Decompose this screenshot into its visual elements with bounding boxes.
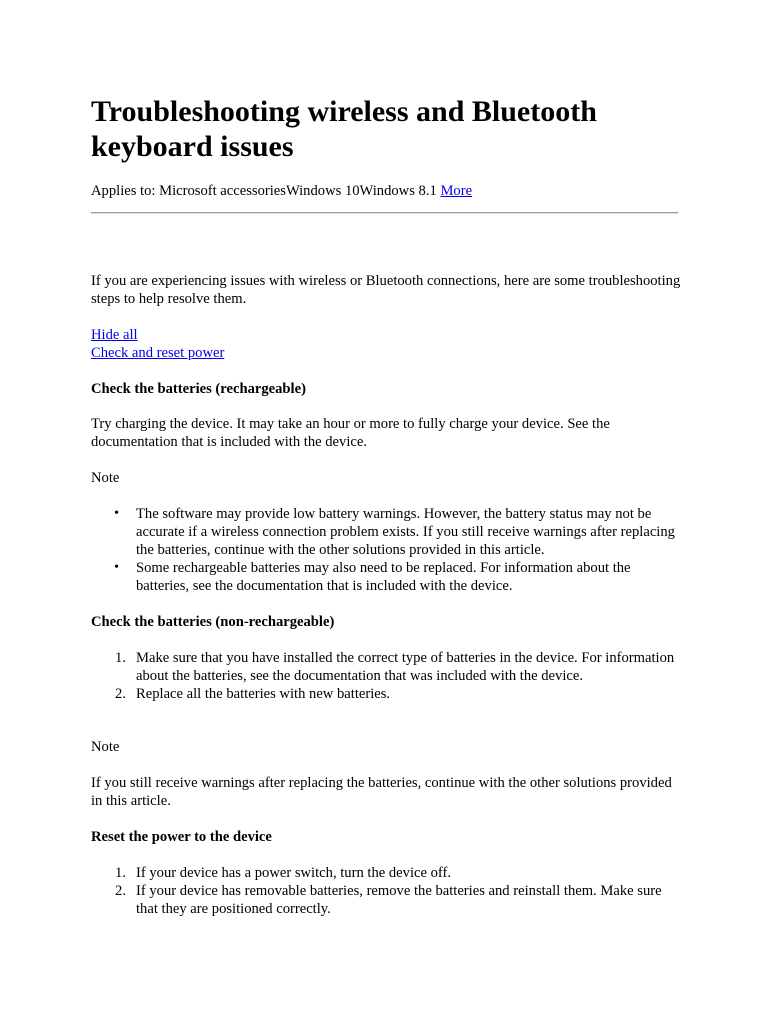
section-heading-rechargeable: Check the batteries (rechargeable) [91, 381, 306, 397]
more-link[interactable]: More [440, 183, 473, 199]
list-item: 1. Make sure that you have installed the correct type of batteries in the device. For information about the batteries, see the documentation that was included with the device. [91, 649, 681, 685]
applies-to-text: Applies to: Microsoft accessoriesWindows 10Windows 8.1 [91, 183, 441, 199]
step-number: 2. [115, 686, 126, 702]
check-reset-power-link[interactable]: Check and reset power [91, 345, 225, 361]
intro-paragraph: If you are experiencing issues with wireless or Bluetooth connections, here are some troubleshooting steps to help resolve them. [91, 273, 681, 307]
header-divider [91, 212, 678, 214]
list-item: 2. If your device has removable batteries, remove the batteries and reinstall them. Make sure that they are positioned correctly. [91, 882, 681, 918]
battery-notes-list [91, 505, 681, 595]
list-item: 1. If your device has a power switch, turn the device off. [91, 864, 681, 882]
hide-all-link[interactable]: Hide all [91, 327, 138, 343]
list-item: • The software may provide low battery warnings. However, the battery status may not be accurate if a wireless connection problem exists. If you still receive warnings after replacing the batteries, continue with the other solutions provided in this article. [91, 505, 681, 559]
section-heading-non-rechargeable: Check the batteries (non-rechargeable) [91, 614, 335, 630]
bullet-marker: • [114, 560, 119, 575]
toc-links [91, 326, 681, 362]
rechargeable-paragraph: Try charging the device. It may take an hour or more to fully charge your device. See the documentation that is included with the device. [91, 416, 610, 450]
list-item: • Some rechargeable batteries may also need to be replaced. For information about the batteries, see the documentation that is included with the device. [91, 559, 681, 595]
page-title: Troubleshooting wireless and Bluetooth keyboard issues [91, 95, 597, 163]
list-item: 2. Replace all the batteries with new batteries. [91, 685, 681, 703]
step-number: 2. [115, 883, 126, 899]
step-number: 1. [115, 650, 126, 666]
non-rechargeable-steps [91, 649, 681, 703]
note-label: Note [91, 739, 120, 755]
step-number: 1. [115, 865, 126, 881]
reset-power-steps [91, 864, 681, 918]
section-heading-reset-power: Reset the power to the device [91, 829, 272, 845]
applies-to [91, 182, 681, 200]
note-paragraph: If you still receive warnings after replacing the batteries, continue with the other solutions provided in this article. [91, 775, 672, 809]
bullet-marker: • [114, 506, 119, 521]
note-label: Note [91, 470, 120, 486]
